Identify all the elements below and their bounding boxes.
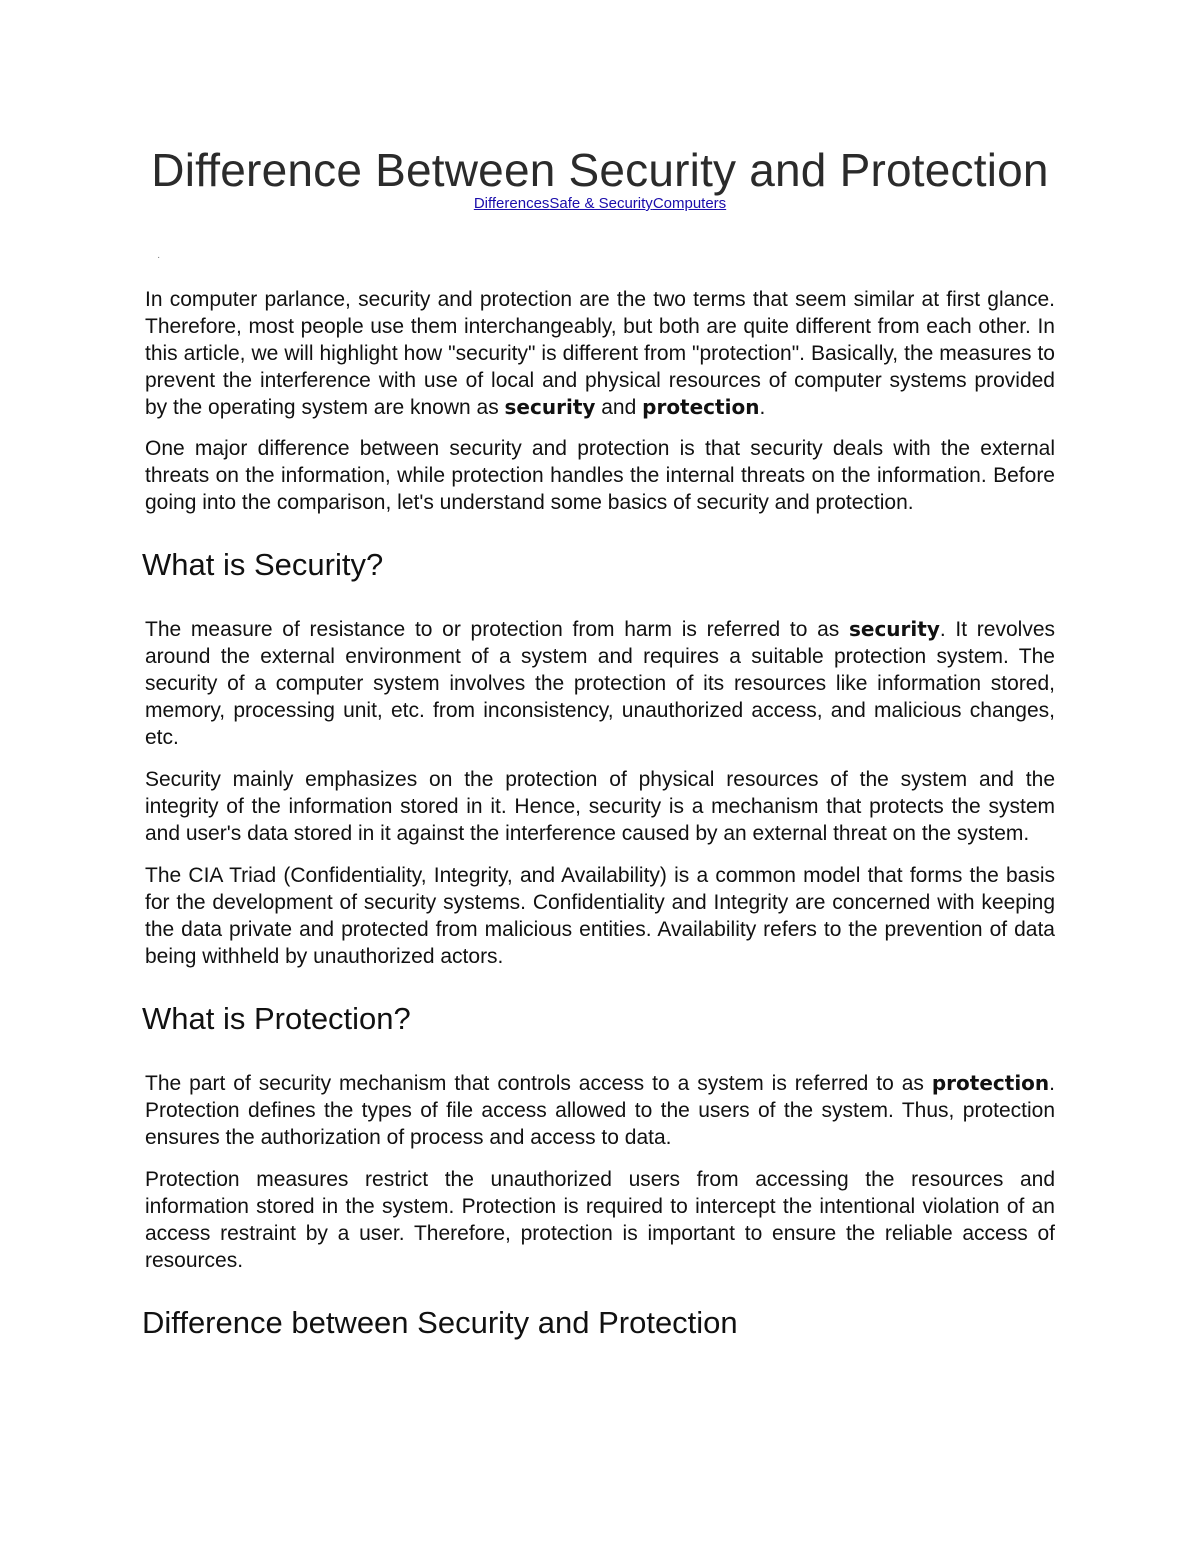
tag-link-computers[interactable]: Computers bbox=[652, 195, 727, 212]
text-run: . bbox=[759, 396, 766, 419]
protection-paragraph-2: Protection measures restrict the unauthorized users from accessing the resources and information stored in the system. Protection is required to intercept the intentional violation of an access restraint by a user. Therefore, protection is important to ensure the reliable access of resources. bbox=[145, 1168, 1055, 1272]
bold-term-protection: protection bbox=[642, 395, 760, 419]
section-heading-difference: Difference between Security and Protection bbox=[142, 1305, 738, 1340]
page-title: Difference Between Security and Protection bbox=[151, 144, 1049, 196]
security-paragraph-1 bbox=[145, 616, 1055, 751]
security-paragraph-2: Security mainly emphasizes on the protection of physical resources of the system and the integrity of the information stored in it. Hence, security is a mechanism that protects the system and user's data stored in it against the interference caused by an external threat on the system. bbox=[145, 768, 1055, 845]
intro-paragraph-2: One major difference between security and protection is that security deals with the external threats on the information, while protection handles the internal threats on the information. Before going into the comparison, let's understand some basics of security and protection. bbox=[145, 437, 1055, 514]
section-heading-security: What is Security? bbox=[142, 547, 384, 582]
bold-term-security: security bbox=[848, 617, 940, 641]
text-run: The part of security mechanism that controls access to a system is referred to as bbox=[145, 1072, 932, 1095]
tag-link-safe-security[interactable]: Safe & Security bbox=[549, 195, 653, 212]
bold-term-protection: protection bbox=[931, 1071, 1050, 1095]
article-body bbox=[142, 286, 1055, 1374]
intro-paragraph-1 bbox=[145, 286, 1055, 421]
text-run: In computer parlance, security and protection are the two terms that seem similar at first glance. Therefore, most people use them interchangeably, but both are quite different from each other. In this article, we will highlight how "security" is different from "protection". Basically, the measures to prevent the interference with use of local and physical resources of computer systems provided by the operating system are known as bbox=[145, 288, 1055, 419]
protection-paragraph-1 bbox=[145, 1070, 1055, 1151]
text-run: . Protection defines the types of file access allowed to the users of the system. Thus, protection ensures the authorization of process and access to data. bbox=[145, 1072, 1055, 1149]
text-run: . It revolves around the external environment of a system and requires a suitable protection system. The security of a computer system involves the protection of its resources like information stored, memory, processing unit, etc. from inconsistency, unauthorized access, and malicious changes, etc. bbox=[145, 618, 1055, 749]
category-tags bbox=[0, 194, 1200, 214]
text-run: and bbox=[595, 396, 643, 419]
tag-link-differences[interactable]: Differences bbox=[473, 195, 550, 212]
bold-term-security: security bbox=[504, 395, 596, 419]
small-marker: · bbox=[157, 252, 161, 263]
section-heading-protection: What is Protection? bbox=[142, 1001, 411, 1036]
text-run: The measure of resistance to or protection from harm is referred to as bbox=[145, 618, 849, 641]
security-paragraph-3: The CIA Triad (Confidentiality, Integrity, and Availability) is a common model that forms the basis for the development of security systems. Confidentiality and Integrity are concerned with keeping the data private and protected from malicious entities. Availability refers to the prevention of data being withheld by unauthorized actors. bbox=[145, 864, 1055, 968]
